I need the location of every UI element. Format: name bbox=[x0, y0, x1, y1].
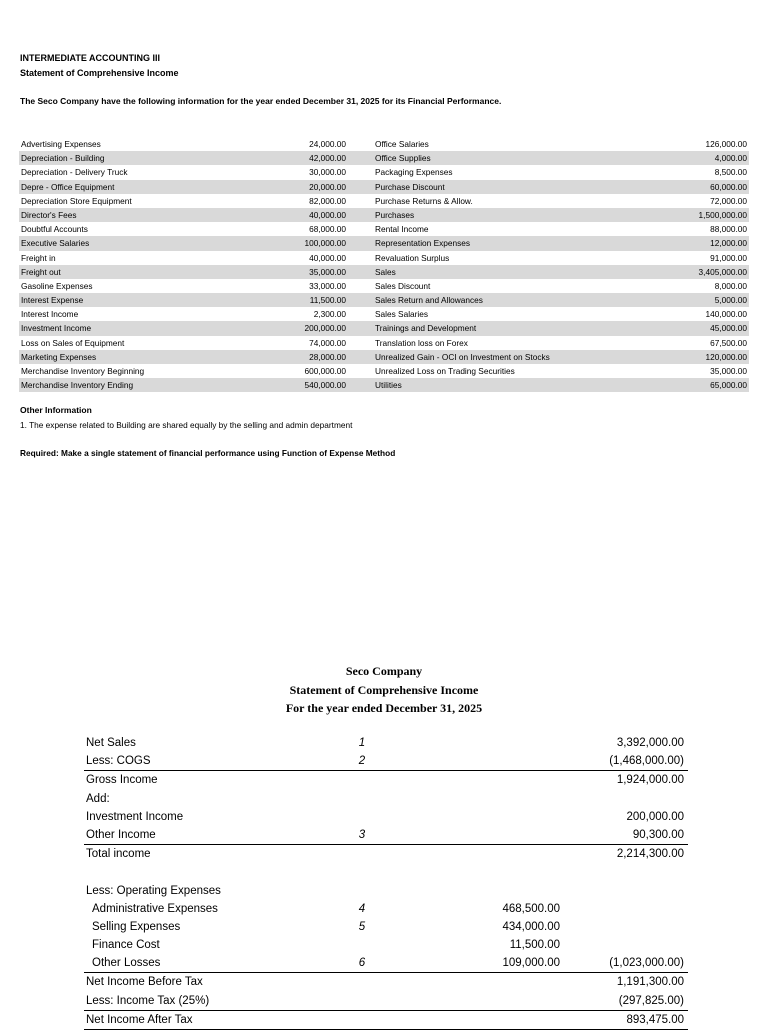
account-amount: 40,000.00 bbox=[309, 209, 346, 220]
account-amount: 28,000.00 bbox=[309, 351, 346, 362]
statement-company: Seco Company bbox=[345, 664, 423, 678]
account-amount: 540,000.00 bbox=[304, 380, 346, 391]
account-row bbox=[19, 378, 749, 392]
statement-row bbox=[84, 954, 688, 972]
account-name: Depreciation - Delivery Truck bbox=[21, 167, 128, 178]
line-item-label: Gross Income bbox=[86, 774, 158, 787]
account-name: Utilities bbox=[375, 380, 402, 391]
account-row bbox=[19, 165, 749, 179]
account-name: Merchandise Inventory Beginning bbox=[21, 366, 145, 376]
total-amount: 893,475.00 bbox=[626, 1013, 684, 1026]
account-row bbox=[19, 180, 749, 194]
account-amount: 35,000.00 bbox=[309, 266, 346, 277]
required-text: Required: Make a single statement of financial performance using Function of Expense Method bbox=[20, 448, 396, 458]
statement-row bbox=[84, 734, 688, 752]
note-ref: 6 bbox=[358, 957, 366, 970]
account-amount: 67,500.00 bbox=[710, 337, 747, 348]
account-amount: 200,000.00 bbox=[304, 323, 346, 334]
account-name: Trainings and Development bbox=[375, 323, 477, 334]
account-amount: 120,000.00 bbox=[705, 351, 747, 362]
statement-row bbox=[84, 863, 688, 881]
statement-row bbox=[84, 900, 688, 918]
statement-row bbox=[84, 992, 688, 1010]
total-amount: 2,214,300.00 bbox=[616, 848, 684, 861]
account-row bbox=[19, 293, 749, 307]
income-statement bbox=[84, 734, 688, 1030]
account-name: Marketing Expenses bbox=[21, 351, 97, 362]
account-name: Translation loss on Forex bbox=[375, 337, 468, 348]
topic-title: Statement of Comprehensive Income bbox=[20, 68, 179, 78]
statement-row bbox=[84, 918, 688, 936]
account-row bbox=[19, 151, 749, 165]
account-name: Loss on Sales of Equipment bbox=[21, 337, 125, 348]
statement-period: For the year ended December 31, 2025 bbox=[285, 701, 483, 715]
subtotal-amount: 11,500.00 bbox=[509, 939, 560, 952]
other-info-item: 1. The expense related to Building are shared equally by the selling and admin department bbox=[20, 420, 353, 430]
account-amount: 74,000.00 bbox=[309, 337, 346, 348]
account-amount: 40,000.00 bbox=[309, 252, 346, 263]
account-name: Freight in bbox=[21, 252, 56, 263]
account-name: Sales Discount bbox=[375, 280, 431, 291]
account-row bbox=[19, 265, 749, 279]
account-name: Doubtful Accounts bbox=[21, 224, 88, 235]
subtotal-amount: 109,000.00 bbox=[502, 957, 560, 970]
total-amount: (1,468,000.00) bbox=[609, 755, 684, 768]
note-ref: 4 bbox=[358, 902, 366, 915]
account-name: Advertising Expenses bbox=[21, 139, 101, 149]
account-row bbox=[19, 222, 749, 236]
line-item-label: Administrative Expenses bbox=[92, 902, 218, 915]
line-item-label: Net Income After Tax bbox=[86, 1013, 193, 1026]
accounts-table bbox=[19, 137, 749, 392]
account-amount: 11,500.00 bbox=[309, 295, 346, 306]
account-name: Director's Fees bbox=[21, 209, 77, 220]
account-name: Sales Return and Allowances bbox=[375, 295, 483, 306]
line-item-label: Other Income bbox=[86, 828, 156, 841]
account-row bbox=[19, 321, 749, 335]
account-amount: 33,000.00 bbox=[309, 280, 346, 291]
account-name: Revaluation Surplus bbox=[375, 252, 450, 263]
account-row bbox=[19, 364, 749, 378]
account-name: Unrealized Loss on Trading Securities bbox=[375, 366, 515, 376]
account-amount: 20,000.00 bbox=[309, 181, 346, 192]
account-name: Rental Income bbox=[375, 224, 429, 235]
line-item-label: Less: COGS bbox=[86, 755, 151, 768]
statement-row bbox=[84, 808, 688, 826]
account-row bbox=[19, 194, 749, 208]
account-amount: 1,500,000.00 bbox=[698, 209, 747, 220]
account-row bbox=[19, 279, 749, 293]
statement-row bbox=[84, 882, 688, 900]
subtotal-amount: 468,500.00 bbox=[502, 902, 560, 915]
account-name: Depre - Office Equipment bbox=[21, 181, 115, 192]
course-title: INTERMEDIATE ACCOUNTING III bbox=[20, 53, 160, 63]
account-amount: 8,500.00 bbox=[714, 167, 747, 178]
other-info-title: Other Information bbox=[20, 405, 92, 415]
account-amount: 24,000.00 bbox=[309, 139, 346, 149]
account-amount: 60,000.00 bbox=[710, 181, 747, 192]
account-amount: 3,405,000.00 bbox=[698, 266, 747, 277]
statement-row bbox=[84, 790, 688, 808]
account-name: Interest Income bbox=[21, 309, 79, 320]
account-row bbox=[19, 137, 749, 151]
note-ref: 2 bbox=[358, 755, 366, 768]
account-amount: 45,000.00 bbox=[710, 323, 747, 334]
account-amount: 5,000.00 bbox=[714, 295, 747, 306]
subtotal-amount: 434,000.00 bbox=[502, 920, 560, 933]
statement-row bbox=[84, 826, 688, 844]
account-amount: 100,000.00 bbox=[304, 238, 346, 249]
total-amount: (1,023,000.00) bbox=[609, 957, 684, 970]
line-item-label: Less: Income Tax (25%) bbox=[86, 994, 210, 1007]
account-amount: 4,000.00 bbox=[714, 153, 747, 164]
line-item-label: Less: Operating Expenses bbox=[86, 884, 221, 897]
total-amount: 90,300.00 bbox=[632, 828, 684, 841]
account-name: Executive Salaries bbox=[21, 238, 90, 249]
account-amount: 35,000.00 bbox=[710, 366, 747, 376]
account-row bbox=[19, 236, 749, 250]
account-row bbox=[19, 350, 749, 364]
line-item-label: Finance Cost bbox=[92, 939, 160, 952]
account-amount: 91,000.00 bbox=[710, 252, 747, 263]
account-name: Purchase Returns & Allow. bbox=[375, 195, 473, 206]
account-row bbox=[19, 336, 749, 350]
total-amount: 3,392,000.00 bbox=[616, 737, 684, 749]
account-name: Depreciation Store Equipment bbox=[21, 195, 132, 206]
account-amount: 8,000.00 bbox=[714, 280, 747, 291]
account-name: Interest Expense bbox=[21, 295, 84, 306]
statement-row bbox=[84, 770, 688, 789]
total-amount: (297,825.00) bbox=[618, 994, 684, 1007]
account-row bbox=[19, 307, 749, 321]
account-amount: 30,000.00 bbox=[309, 167, 346, 178]
account-amount: 12,000.00 bbox=[710, 238, 747, 249]
account-name: Freight out bbox=[21, 266, 61, 277]
account-name: Packaging Expenses bbox=[375, 167, 453, 178]
total-amount: 200,000.00 bbox=[626, 810, 684, 823]
account-name: Sales bbox=[375, 266, 396, 277]
account-row bbox=[19, 208, 749, 222]
statement-row bbox=[84, 972, 688, 991]
account-row bbox=[19, 251, 749, 265]
account-amount: 600,000.00 bbox=[304, 366, 346, 376]
line-item-label: Selling Expenses bbox=[92, 920, 181, 933]
account-amount: 140,000.00 bbox=[705, 309, 747, 320]
statement-row bbox=[84, 1010, 688, 1030]
account-amount: 68,000.00 bbox=[309, 224, 346, 235]
problem-intro: The Seco Company have the following information for the year ended December 31, 2025 for its Financial Performance. bbox=[20, 96, 502, 106]
account-amount: 65,000.00 bbox=[710, 380, 747, 391]
note-ref: 5 bbox=[358, 920, 366, 933]
total-amount: 1,924,000.00 bbox=[616, 774, 684, 787]
account-amount: 72,000.00 bbox=[710, 195, 747, 206]
line-item-label: Other Losses bbox=[92, 957, 161, 970]
note-ref: 1 bbox=[358, 737, 366, 749]
account-name: Gasoline Expenses bbox=[21, 280, 93, 291]
account-name: Unrealized Gain - OCI on Investment on Stocks bbox=[375, 351, 550, 362]
account-amount: 82,000.00 bbox=[309, 195, 346, 206]
note-ref: 3 bbox=[358, 828, 366, 841]
line-item-label: Add: bbox=[86, 792, 110, 805]
line-item-label: Net Income Before Tax bbox=[86, 976, 203, 989]
account-name: Purchases bbox=[375, 209, 415, 220]
line-item-label: Net Sales bbox=[86, 737, 136, 749]
total-amount: 1,191,300.00 bbox=[616, 976, 684, 989]
statement-row bbox=[84, 936, 688, 954]
line-item-label: Total income bbox=[86, 848, 151, 861]
statement-row bbox=[84, 752, 688, 770]
account-name: Investment Income bbox=[21, 323, 92, 334]
statement-title: Statement of Comprehensive Income bbox=[289, 683, 479, 697]
statement-row bbox=[84, 844, 688, 863]
account-name: Depreciation - Building bbox=[21, 153, 105, 164]
account-amount: 2,300.00 bbox=[313, 309, 346, 320]
account-name: Representation Expenses bbox=[375, 238, 471, 249]
account-amount: 88,000.00 bbox=[710, 224, 747, 235]
line-item-label: Investment Income bbox=[86, 810, 184, 823]
account-amount: 126,000.00 bbox=[705, 139, 747, 149]
account-name: Sales Salaries bbox=[375, 309, 429, 320]
account-name: Merchandise Inventory Ending bbox=[21, 380, 134, 391]
account-name: Office Supplies bbox=[375, 153, 431, 164]
account-name: Purchase Discount bbox=[375, 181, 445, 192]
account-name: Office Salaries bbox=[375, 139, 429, 149]
account-amount: 42,000.00 bbox=[309, 153, 346, 164]
